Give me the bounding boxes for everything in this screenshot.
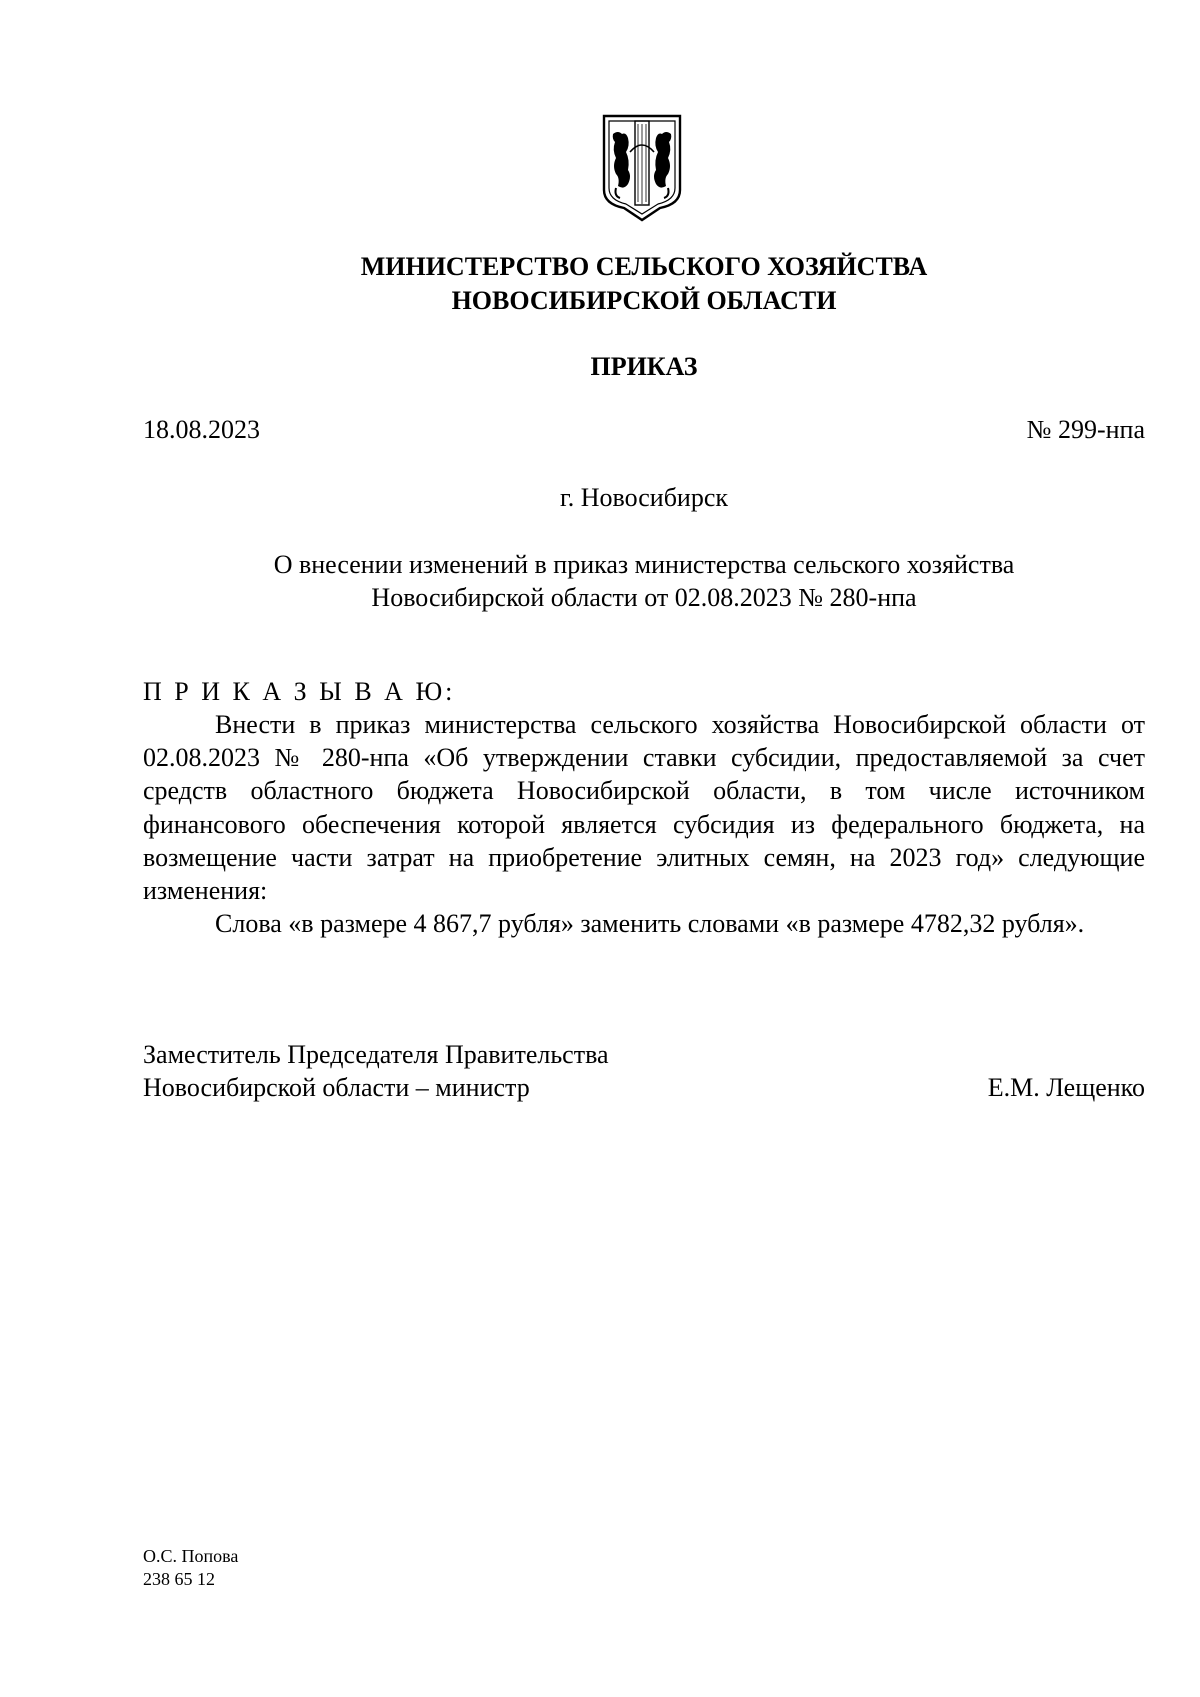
order-word: П Р И К А З Ы В А Ю: [143, 677, 456, 706]
signer-position-line-1: Заместитель Председателя Правительства [143, 1040, 609, 1069]
ministry-line-2: НОВОСИБИРСКОЙ ОБЛАСТИ [451, 286, 837, 315]
executor-name: О.С. Попова [143, 1546, 239, 1566]
executor-block [143, 1545, 238, 1591]
body-paragraph-2: Слова «в размере 4 867,7 рубля» заменить словами «в размере 4782,32 рубля». [215, 909, 1085, 939]
document-subject [143, 548, 1145, 614]
body-text [143, 708, 1145, 940]
document-date: 18.08.2023 [143, 415, 260, 444]
document-type: ПРИКАЗ [590, 352, 698, 381]
body-paragraph-1: Внести в приказ министерства сельского хозяйства Новосибирской области от 02.08.2023 № 280-нпа «Об утверждении ставки субсидии, предоставляемой за счет средств областного бюджета Новосибирской области, в том числе источником финансового обеспечения которой является субсидия из федерального бюджета, на возмещение части затрат на приобретение элитных семян, на 2023 год» следующие изменения: [143, 710, 1145, 906]
subject-line-1: О внесении изменений в приказ министерства сельского хозяйства [273, 550, 1015, 579]
coat-of-arms-icon [600, 112, 684, 222]
subject-line-2: Новосибирской области от 02.08.2023 № 280-нпа [371, 583, 917, 612]
document-number: № 299-нпа [1026, 415, 1145, 444]
signer-name: Е.М. Лещенко [987, 1073, 1145, 1102]
executor-phone: 238 65 12 [143, 1569, 215, 1589]
signer-position-line-2: Новосибирской области – министр [143, 1073, 530, 1102]
ministry-line-1: МИНИСТЕРСТВО СЕЛЬСКОГО ХОЗЯЙСТВА [360, 252, 928, 281]
city: г. Новосибирск [559, 483, 729, 512]
ministry-name [143, 250, 1145, 318]
signature-block [143, 1038, 1145, 1104]
